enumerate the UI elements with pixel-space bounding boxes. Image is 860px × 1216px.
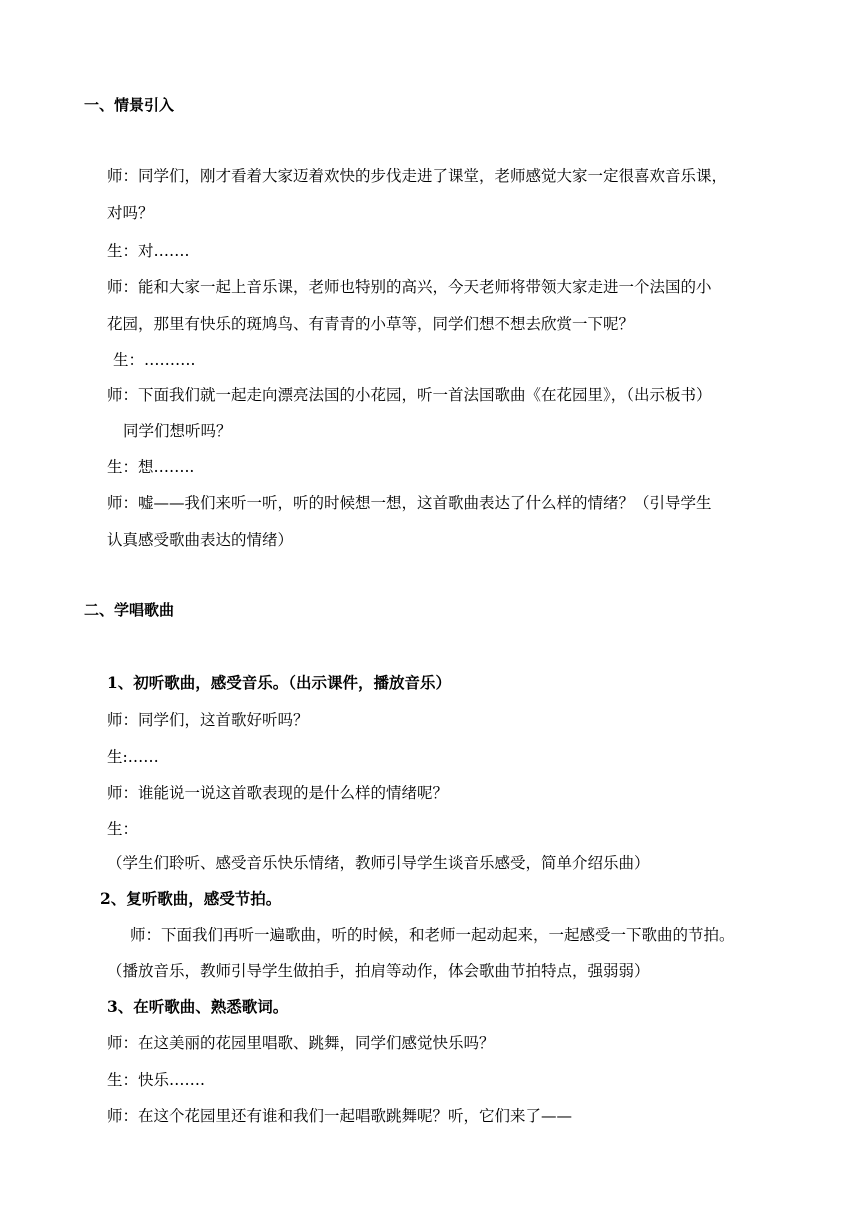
paragraph-line: 花园，那里有快乐的斑鸠鸟、有青青的小草等，同学们想不想去欣赏一下呢？ (107, 315, 635, 333)
paragraph-line: 师：谁能说一说这首歌表现的是什么样的情绪呢？ (107, 784, 449, 802)
paragraph-line: 生：对……. (107, 242, 190, 260)
paragraph-line: 师：能和大家一起上音乐课，老师也特别的高兴，今天老师将带领大家走进一个法国的小 (107, 278, 712, 296)
step-title-3: 3、在听歌曲、熟悉歌词。 (107, 997, 289, 1016)
paragraph-line: 生：想…….. (107, 458, 195, 476)
paragraph-line: 师：同学们，刚才看着大家迈着欢快的步伐走进了课堂，老师感觉大家一定很喜欢音乐课， (107, 167, 728, 185)
step-title-1: 1、初听歌曲，感受音乐。（出示课件，播放音乐） (107, 673, 452, 692)
paragraph-line: 师：嘘——我们来听一听，听的时候想一想，这首歌曲表达了什么样的情绪？（引导学生 (107, 494, 712, 512)
paragraph-line: 师：下面我们就一起走向漂亮法国的小花园，听一首法国歌曲《在花园里》，（出示板书） (107, 386, 712, 404)
paragraph-line: 师：在这美丽的花园里唱歌、跳舞，同学们感觉快乐吗？ (107, 1034, 495, 1052)
section-heading-intro: 一、情景引入 (84, 96, 175, 114)
paragraph-line: 对吗？ (107, 204, 154, 222)
paragraph-line: 师：同学们，这首歌好听吗？ (107, 711, 309, 729)
paragraph-line: （学生们聆听、感受音乐快乐情绪，教师引导学生谈音乐感受，简单介绍乐曲） (107, 854, 650, 872)
paragraph-line: 师：下面我们再听一遍歌曲，听的时候，和老师一起动起来，一起感受一下歌曲的节拍。 (130, 926, 735, 944)
paragraph-line: 生:…… (107, 748, 159, 766)
paragraph-line: （播放音乐，教师引导学生做拍手，拍肩等动作，体会歌曲节拍特点，强弱弱） (107, 962, 650, 980)
paragraph-line: 同学们想听吗？ (123, 422, 232, 440)
step-title-2: 2、复听歌曲，感受节拍。 (100, 889, 282, 908)
paragraph-line: 生：快乐……. (107, 1071, 205, 1089)
paragraph-line: 师：在这个花园里还有谁和我们一起唱歌跳舞呢？听，它们来了—— (107, 1107, 573, 1125)
paragraph-line: 认真感受歌曲表达的情绪） (107, 531, 294, 549)
paragraph-line: 生： (107, 820, 139, 838)
section-heading-learn-song: 二、学唱歌曲 (84, 601, 175, 619)
paragraph-line: 生：………. (113, 351, 196, 369)
